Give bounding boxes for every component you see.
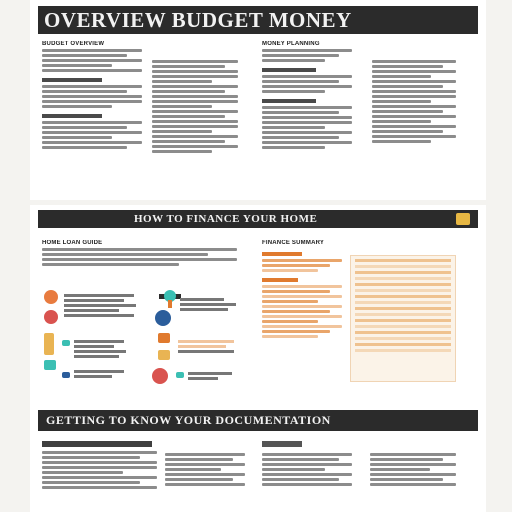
top-banner: OVERVIEW BUDGET MONEY xyxy=(38,6,478,34)
summary-table xyxy=(350,255,456,382)
section-heading: FINANCE SUMMARY xyxy=(262,240,325,246)
text-line xyxy=(42,476,157,479)
text-line xyxy=(372,65,443,68)
text-line xyxy=(262,90,325,93)
icon-label-group xyxy=(74,368,134,380)
middle-left-column xyxy=(42,240,237,268)
text-line xyxy=(262,478,339,481)
text-line xyxy=(372,95,456,98)
icon-label-group xyxy=(180,296,240,313)
text-line xyxy=(165,468,221,471)
subheading-bar xyxy=(262,68,316,72)
text-line xyxy=(372,140,431,143)
text-line xyxy=(370,478,443,481)
text-line xyxy=(372,85,443,88)
subheading-bar xyxy=(262,441,302,447)
text-line xyxy=(152,110,238,113)
text-line xyxy=(262,458,339,461)
subheading-bar xyxy=(262,99,316,103)
text-line xyxy=(370,483,456,486)
text-line xyxy=(262,473,352,476)
text-line xyxy=(42,248,237,251)
text-line xyxy=(152,60,238,63)
text-line xyxy=(165,478,233,481)
text-line xyxy=(152,135,238,138)
text-line xyxy=(152,90,225,93)
subheading-bar xyxy=(262,252,302,256)
text-line xyxy=(152,145,238,148)
text-line xyxy=(42,258,237,261)
text-line xyxy=(152,120,238,123)
text-line xyxy=(262,131,352,134)
text-line xyxy=(152,115,225,118)
text-line xyxy=(262,106,352,109)
text-line xyxy=(42,100,142,103)
text-line xyxy=(372,75,431,78)
cash-icon xyxy=(158,350,170,360)
section-heading: MONEY PLANNING xyxy=(262,41,320,47)
text-line xyxy=(152,105,212,108)
text-line xyxy=(152,150,212,153)
text-line xyxy=(42,141,142,144)
text-line xyxy=(152,95,238,98)
text-line xyxy=(262,310,330,313)
planet-icon xyxy=(152,368,168,384)
text-line xyxy=(262,264,330,267)
text-line xyxy=(152,130,212,133)
text-line xyxy=(262,320,318,323)
text-line xyxy=(152,80,212,83)
text-line xyxy=(152,125,238,128)
text-line xyxy=(42,69,142,72)
text-line xyxy=(42,136,112,139)
text-line xyxy=(262,290,330,293)
text-line xyxy=(372,135,456,138)
text-line xyxy=(372,105,456,108)
card-icon xyxy=(44,360,56,370)
text-line xyxy=(42,131,142,134)
document-icon xyxy=(44,333,54,355)
bottom-column-3 xyxy=(262,441,352,488)
text-line xyxy=(42,466,157,469)
text-line xyxy=(42,59,142,62)
text-line xyxy=(370,473,456,476)
text-line xyxy=(262,468,325,471)
text-line xyxy=(262,54,339,57)
text-line xyxy=(370,458,443,461)
text-line xyxy=(262,59,325,62)
globe-icon xyxy=(155,310,171,326)
text-line xyxy=(262,295,342,298)
text-line xyxy=(372,110,443,113)
text-line xyxy=(42,126,127,129)
text-line xyxy=(42,456,140,459)
text-line xyxy=(262,146,325,149)
text-line xyxy=(262,300,318,303)
bottom-left-column xyxy=(42,441,157,491)
column-2 xyxy=(152,58,238,155)
text-line xyxy=(262,80,339,83)
text-line xyxy=(372,70,456,73)
subheading-bar xyxy=(42,441,152,447)
text-line xyxy=(262,259,342,262)
text-line xyxy=(262,325,342,328)
text-line xyxy=(42,486,157,489)
text-line xyxy=(42,54,127,57)
text-line xyxy=(262,49,352,52)
text-line xyxy=(262,136,339,139)
text-line xyxy=(165,463,245,466)
text-line xyxy=(42,481,140,484)
text-line xyxy=(372,90,456,93)
text-line xyxy=(42,451,157,454)
column-4 xyxy=(372,58,456,145)
text-line xyxy=(372,100,431,103)
text-line xyxy=(152,70,238,73)
text-line xyxy=(262,330,330,333)
text-line xyxy=(42,64,112,67)
text-line xyxy=(165,473,245,476)
text-line xyxy=(42,85,142,88)
subheading-bar xyxy=(42,114,102,118)
text-line xyxy=(262,335,318,338)
text-line xyxy=(262,141,352,144)
text-line xyxy=(152,65,225,68)
middle-banner-title: HOW TO FINANCE YOUR HOME xyxy=(134,213,318,225)
bottom-column-2 xyxy=(165,451,245,488)
column-1 xyxy=(42,41,142,151)
text-line xyxy=(165,458,233,461)
text-line xyxy=(152,75,238,78)
text-line xyxy=(262,285,342,288)
section-heading: BUDGET OVERVIEW xyxy=(42,41,105,47)
chart-icon xyxy=(158,333,170,343)
tag-icon xyxy=(62,340,70,346)
text-line xyxy=(262,453,352,456)
text-line xyxy=(262,111,339,114)
text-line xyxy=(42,95,142,98)
text-line xyxy=(372,120,431,123)
text-line xyxy=(262,305,342,308)
text-line xyxy=(262,463,352,466)
text-line xyxy=(262,121,352,124)
text-line xyxy=(372,80,456,83)
text-line xyxy=(42,263,179,266)
bottom-banner: GETTING TO KNOW YOUR DOCUMENTATION xyxy=(38,410,478,431)
text-line xyxy=(262,315,342,318)
text-line xyxy=(42,121,142,124)
text-line xyxy=(372,125,456,128)
text-line xyxy=(370,468,430,471)
text-line xyxy=(372,115,456,118)
text-line xyxy=(42,146,127,149)
column-3 xyxy=(262,41,352,151)
text-line xyxy=(372,130,443,133)
text-line xyxy=(370,463,456,466)
text-line xyxy=(42,90,127,93)
text-line xyxy=(165,453,245,456)
text-line xyxy=(262,85,352,88)
text-line xyxy=(42,471,123,474)
badge-icon xyxy=(456,213,470,225)
text-line xyxy=(262,126,325,129)
text-line xyxy=(262,269,318,272)
text-line xyxy=(42,461,157,464)
bottom-column-4 xyxy=(370,451,456,488)
subheading-bar xyxy=(262,278,298,282)
text-line xyxy=(152,100,238,103)
tag-icon xyxy=(176,372,184,378)
text-line xyxy=(165,483,245,486)
icon-label-group xyxy=(74,338,134,360)
text-line xyxy=(370,453,456,456)
icon-label-group xyxy=(178,338,238,355)
middle-right-column xyxy=(262,240,342,340)
wallet-icon xyxy=(44,310,58,324)
coin-icon xyxy=(44,290,58,304)
text-line xyxy=(42,253,208,256)
text-line xyxy=(152,140,225,143)
tag-icon xyxy=(62,372,70,378)
text-line xyxy=(262,75,352,78)
icon-label-group xyxy=(64,292,139,319)
text-line xyxy=(42,49,142,52)
text-line xyxy=(262,483,352,486)
section-heading: HOME LOAN GUIDE xyxy=(42,240,103,246)
text-line xyxy=(152,85,238,88)
text-line xyxy=(372,60,456,63)
icon-label-group xyxy=(188,370,238,382)
text-line xyxy=(262,116,352,119)
subheading-bar xyxy=(42,78,102,82)
text-line xyxy=(42,105,112,108)
middle-banner xyxy=(38,210,478,228)
